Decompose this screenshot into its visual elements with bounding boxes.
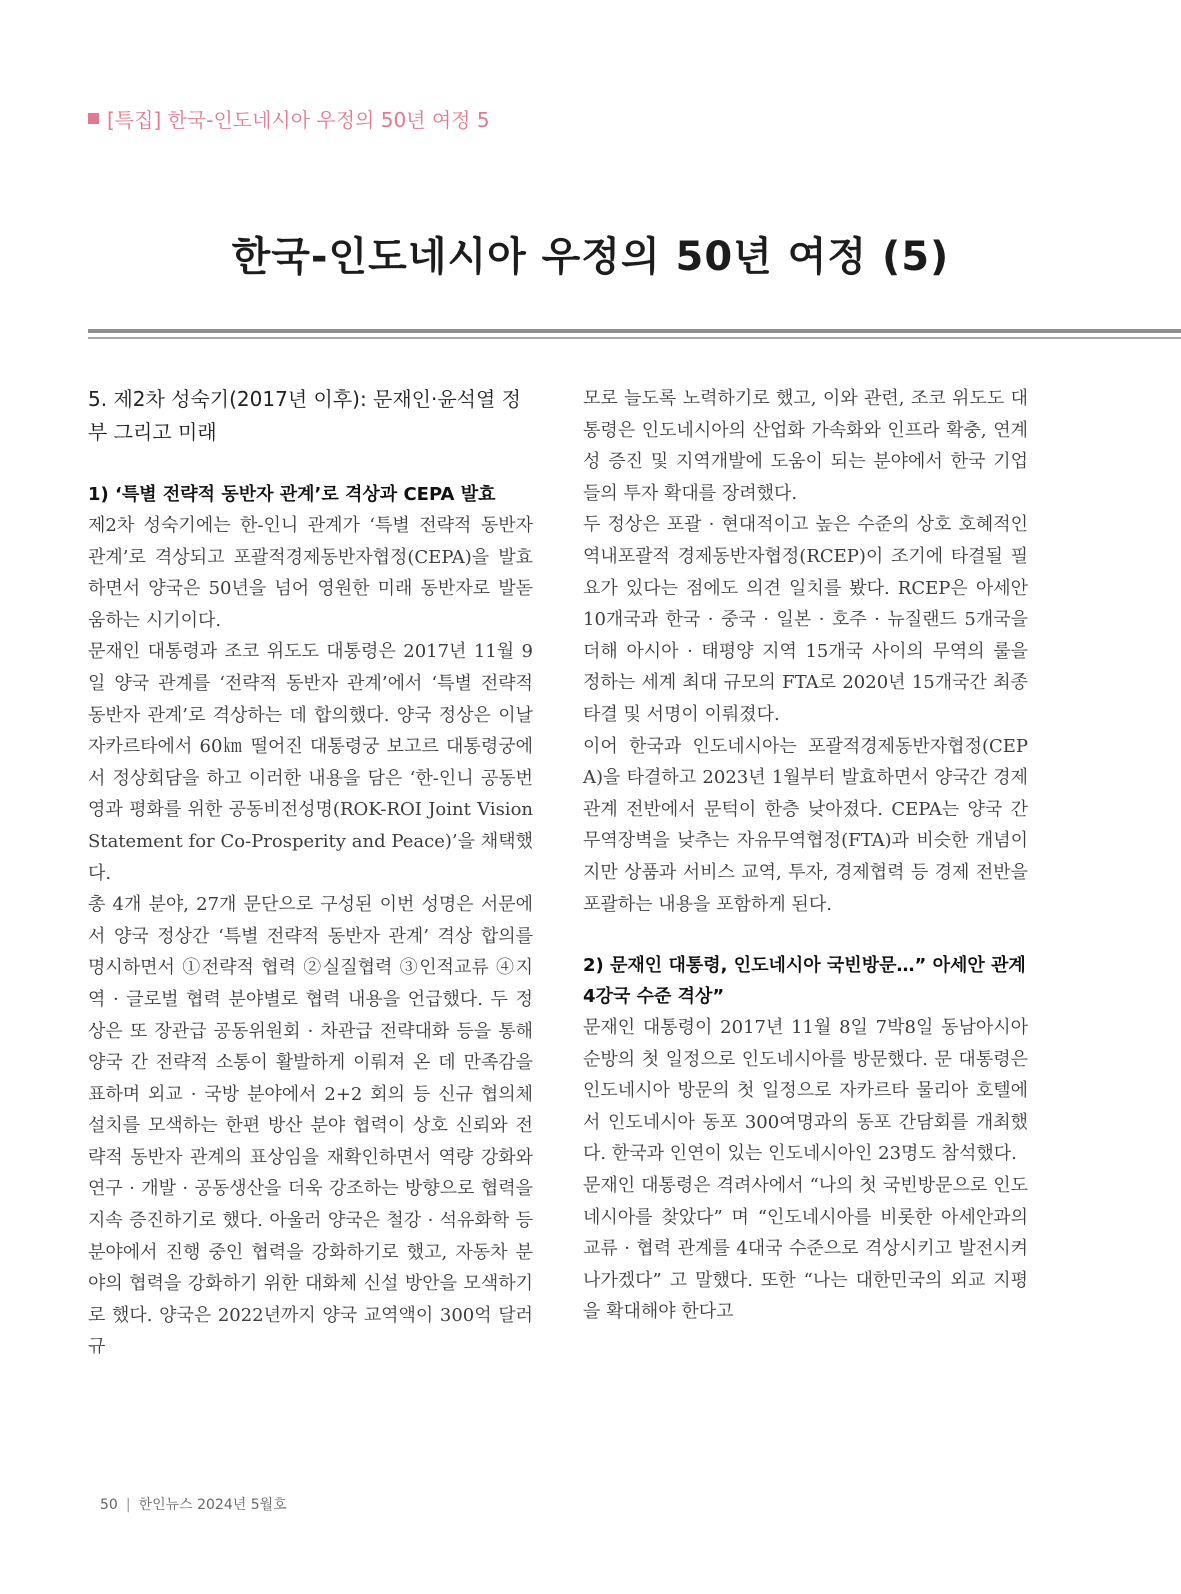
paragraph: 문재인 대통령은 격려사에서 “나의 첫 국빈방문으로 인도네시아를 찾았다” 며 “인도네시아를 비롯한 아세안과의 교류 · 협력 관계를 4대국 수준으로 격상시키고 발전시켜 나가겠다” 고 말했다. 또한 “나는 대한민국의 외교 지평을 확대해야 한다고 [583, 1175, 1028, 1323]
left-column [88, 383, 533, 1363]
publication-name: 한인뉴스 2024년 5월호 [138, 1497, 287, 1513]
title-divider-thin [88, 337, 1181, 339]
page-footer: 50 | 한인뉴스 2024년 5월호 [100, 1497, 287, 1513]
square-bullet-icon [88, 113, 99, 124]
paragraph: 총 4개 분야, 27개 문단으로 구성된 이번 성명은 서문에서 양국 정상간 ‘특별 전략적 동반자 관계’ 격상 합의를 명시하면서 ①전략적 협력 ②실질협력 ③인적교류 ④지역 · 글로벌 협력 분야별로 협력 내용을 언급했다. 두 정상은 또 장관급 공동위원회 · 차관급 전략대화 등을 통해 양국 간 전략적 소통이 활발하게 이뤄져 온 데 만족감을 표하며 외교 · 국방 분야에서 2+2 회의 등 신규 협의체 설치를 모색하는 한편 방산 분야 협력이 상호 신뢰와 전략적 동반자 관계의 표상임을 재확인하면서 역량 강화와 연구 · 개발 · 공동생산을 더욱 강조하는 방향으로 협력을 지속 증진하기로 했다. 아울러 양국은 철강 · 석유화학 등 분야에서 진행 중인 협력을 강화하기로 했고, 자동차 분야의 협력을 강화하기 위한 대화체 신설 방안을 모색하기로 했다. 양국은 2022년까지 양국 교역액이 300억 달러 규 [88, 894, 533, 1358]
paragraph: 두 정상은 포괄 · 현대적이고 높은 수준의 상호 호혜적인 역내포괄적 경제동반자협정(RCEP)이 조기에 타결될 필요가 있다는 점에도 의견 일치를 봤다. RCEP은 아세안 10개국과 한국 · 중국 · 일본 · 호주 · 뉴질랜드 5개국을 더해 아시아 · 태평양 지역 15개국 사이의 무역의 룰을 정하는 세계 최대 규모의 FTA로 2020년 15개국간 최종 타결 및 서명이 이뤄졌다. [583, 514, 1028, 725]
paragraph: 이어 한국과 인도네시아는 포괄적경제동반자협정(CEPA)을 타결하고 2023년 1월부터 발효하면서 양국간 경제 관계 전반에서 문턱이 한층 낮아졌다. CEPA는 양국 간 무역장벽을 낮추는 자유무역협정(FTA)과 비슷한 개념이지만 상품과 서비스 교역, 투자, 경제협력 등 경제 전반을 포괄하는 내용을 포함하게 된다. [583, 735, 1028, 915]
paragraph: 문재인 대통령과 조코 위도도 대통령은 2017년 11월 9일 양국 관계를 ‘전략적 동반자 관계’에서 ‘특별 전략적 동반자 관계’로 격상하는 데 합의했다. 양국 정상은 이날 자카르타에서 60㎞ 떨어진 대통령궁 보고르 대통령궁에서 정상회담을 하고 이러한 내용을 담은 ‘한-인니 공동번영과 평화를 위한 공동비전성명(ROK-ROI Joint Vision Statement for Co-Prosperity and Peace)’을 채택했다. [88, 641, 533, 884]
title-divider [88, 329, 1181, 333]
paragraph: 문재인 대통령이 2017년 11월 8일 7박8일 동남아시아 순방의 첫 일정으로 인도네시아를 방문했다. 문 대통령은 인도네시아 방문의 첫 일정으로 자카르타 물리아 호텔에서 인도네시아 동포 300여명과의 동포 간담회를 개최했다. 한국과 인연이 있는 인도네시아인 23명도 참석했다. [583, 1017, 1028, 1165]
subheading-2: 2) 문재인 대통령, 인도네시아 국빈방문…” 아세안 관계 4강국 수준 격상” [583, 955, 1026, 1008]
section-header [88, 104, 490, 133]
paragraph: 모로 늘도록 노력하기로 했고, 이와 관련, 조코 위도도 대통령은 인도네시아의 산업화 가속화와 인프라 확충, 연계성 증진 및 지역개발에 도움이 되는 분야에서 한국 기업들의 투자 확대를 장려했다. [583, 388, 1028, 504]
page-title: 한국-인도네시아 우정의 50년 여정 (5) [231, 234, 950, 280]
paragraph: 제2차 성숙기에는 한-인니 관계가 ‘특별 전략적 동반자 관계’로 격상되고 포괄적경제동반자협정(CEPA)을 발효하면서 양국은 50년을 넘어 영원한 미래 동반자로 발돋움하는 시기이다. [88, 515, 533, 631]
subheading-1: 1) ‘특별 전략적 동반자 관계’로 격상과 CEPA 발효 [88, 484, 496, 505]
section-header-label: [특집] 한국-인도네시아 우정의 50년 여정 5 [107, 108, 490, 132]
page-number: 50 [100, 1497, 118, 1513]
section-heading: 5. 제2차 성숙기(2017년 이후): 문재인·윤석열 정부 그리고 미래 [88, 387, 521, 444]
right-column [583, 383, 1028, 1328]
